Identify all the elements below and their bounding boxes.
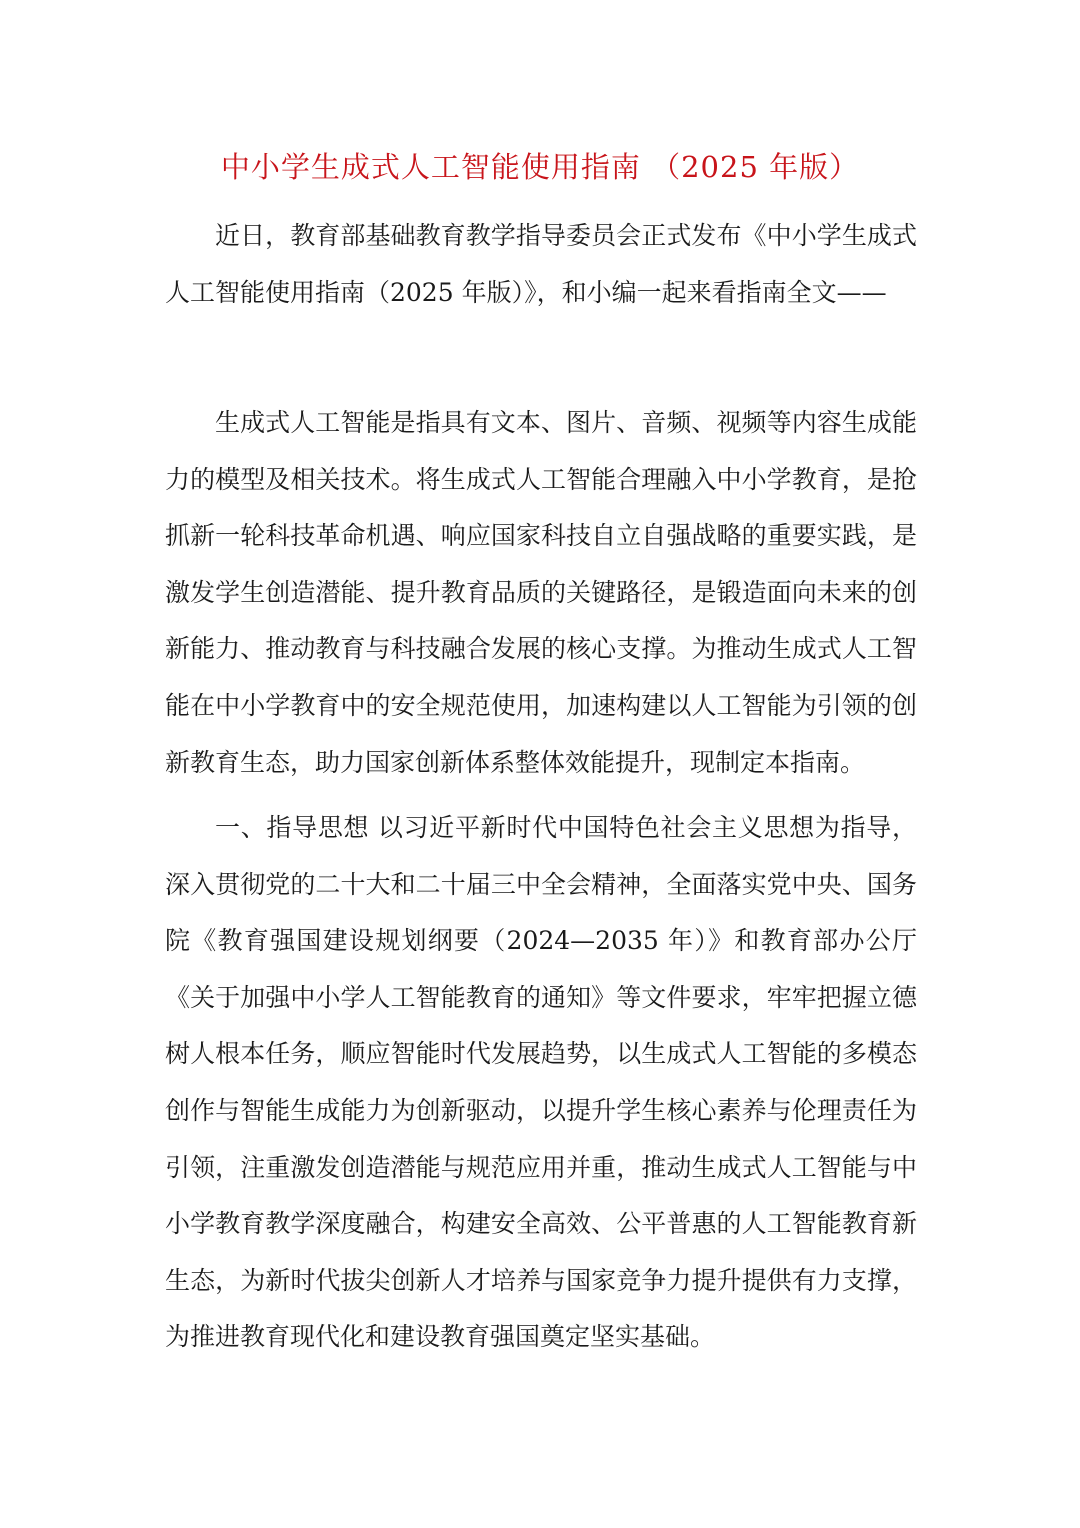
body-block-1 xyxy=(165,395,917,791)
guiding-ideology-paragraph: 一、指导思想 以习近平新时代中国特色社会主义思想为指导，深入贯彻党的二十大和二十届三中全会精神，全面落实党中央、国务院《教育强国建设规划纲要（2024—2035 年）》和教育部办公厅《关于加强中小学人工智能教育的通知》等文件要求，牢牢把握立德树人根本任务，顺应智能时代发展趋势，以生成式人工智能的多模态创作与智能生成能力为创新驱动，以提升学生核心素养与伦理责任为引领，注重激发创造潜能与规范应用并重，推动生成式人工智能与中小学教育教学深度融合，构建安全高效、公平普惠的人工智能教育新生态，为新时代拔尖创新人才培养与国家竞争力提升提供有力支撑，为推进教育现代化和建设教育强国奠定坚实基础。 xyxy=(165,813,917,1352)
body-paragraph: 生成式人工智能是指具有文本、图片、音频、视频等内容生成能力的模型及相关技术。将生成式人工智能合理融入中小学教育，是抢抓新一轮科技革命机遇、响应国家科技自立自强战略的重要实践，是激发学生创造潜能、提升教育品质的关键路径，是锻造面向未来的创新能力、推动教育与科技融合发展的核心支撑。为推动生成式人工智能在中小学教育中的安全规范使用，加速构建以人工智能为引领的创新教育生态，助力国家创新体系整体效能提升，现制定本指南。 xyxy=(165,408,917,777)
intro-block xyxy=(165,208,917,321)
document-title: 中小学生成式人工智能使用指南 （2025 年版） xyxy=(220,150,860,184)
intro-paragraph: 近日，教育部基础教育教学指导委员会正式发布《中小学生成式人工智能使用指南（2025 年版）》，和小编一起来看指南全文—— xyxy=(165,221,917,307)
body-block-2 xyxy=(165,800,917,1366)
